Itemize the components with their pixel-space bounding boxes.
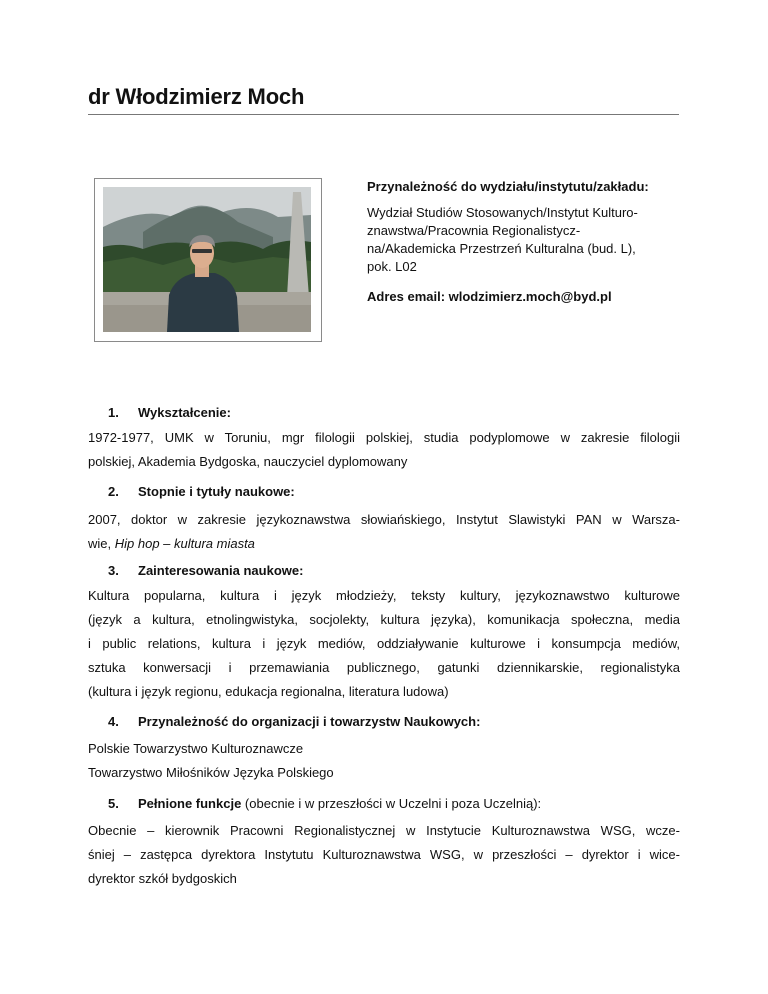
profile-photo-frame (94, 178, 322, 342)
body-line: Kultura popularna, kultura i język młodzieży, teksty kultury, językoznawstwo kulturowe (88, 588, 680, 603)
section-body-degrees (88, 508, 680, 556)
section-heading-organizations (108, 714, 480, 729)
section-number: 2. (108, 484, 119, 499)
section-heading-functions (108, 796, 541, 811)
body-line: (kultura i język regionu, edukacja regionalna, literatura ludowa) (88, 684, 449, 699)
profile-photo (103, 187, 311, 332)
section-title: Przynależność do organizacji i towarzystw Naukowych: (138, 714, 481, 729)
section-title-suffix: (obecnie i w przeszłości w Uczelni i poza Uczelnią): (241, 796, 542, 811)
page-title: dr Włodzimierz Moch (88, 84, 679, 115)
section-number: 3. (108, 563, 119, 578)
body-line: 2007, doktor w zakresie językoznawstwa słowiańskiego, Instytut Slawistyki PAN w Warsza- (88, 512, 680, 527)
section-title: Pełnione funkcje (138, 796, 242, 811)
body-line: Obecnie – kierownik Pracowni Regionalistycznej w Instytucie Kulturoznawstwa WSG, wcze- (88, 823, 680, 838)
section-body-organizations (88, 737, 680, 785)
body-line: Towarzystwo Miłośników Języka Polskiego (88, 765, 334, 780)
dissertation-title: Hip hop – kultura miasta (114, 536, 255, 551)
section-heading-education (108, 405, 231, 420)
section-number: 1. (108, 405, 119, 420)
section-title: Wykształcenie: (138, 405, 231, 420)
body-line: Polskie Towarzystwo Kulturoznawcze (88, 741, 304, 756)
section-body-functions (88, 819, 680, 891)
affiliation-heading: Przynależność do wydziału/instytutu/zakładu: (367, 179, 649, 194)
body-line: polskiej, Akademia Bydgoska, nauczyciel dyplomowany (88, 454, 408, 469)
body-line: śniej – zastępca dyrektora Instytutu Kulturoznawstwa WSG, w przeszłości – dyrektor i wice- (88, 847, 680, 862)
body-line (88, 532, 680, 556)
affiliation-block (367, 178, 657, 306)
affiliation-line: Wydział Studiów Stosowanych/Instytut Kulturo- (367, 205, 638, 220)
section-title: Stopnie i tytuły naukowe: (138, 484, 295, 499)
section-number: 4. (108, 714, 119, 729)
section-body-interests (88, 584, 680, 704)
body-text: wie, (88, 536, 115, 551)
affiliation-line: znawstwa/Pracownia Regionalistycz- (367, 223, 581, 238)
body-line: sztuka konwersacji i przemawiania publicznego, gatunki dziennikarskie, regionalistyka (88, 660, 680, 675)
section-title: Zainteresowania naukowe: (138, 563, 304, 578)
section-number: 5. (108, 796, 119, 811)
affiliation-line: pok. L02 (367, 259, 417, 274)
affiliation-line: na/Akademicka Przestrzeń Kulturalna (bud. L), (367, 241, 636, 256)
body-line: 1972-1977, UMK w Toruniu, mgr filologii polskiej, studia podyplomowe w zakresie filologii (88, 430, 680, 445)
section-body-education (88, 426, 680, 474)
body-line: (język a kultura, etnolingwistyka, socjolekty, kultura języka), komunikacja społeczna, media (88, 612, 680, 627)
body-line: dyrektor szkół bydgoskich (88, 871, 237, 886)
body-line: i public relations, kultura i język mediów, oddziaływanie kulturowe i konsumpcja mediów, (88, 636, 680, 651)
email-address: Adres email: wlodzimierz.moch@byd.pl (367, 289, 612, 304)
section-heading-degrees (108, 484, 295, 499)
section-heading-interests (108, 563, 303, 578)
